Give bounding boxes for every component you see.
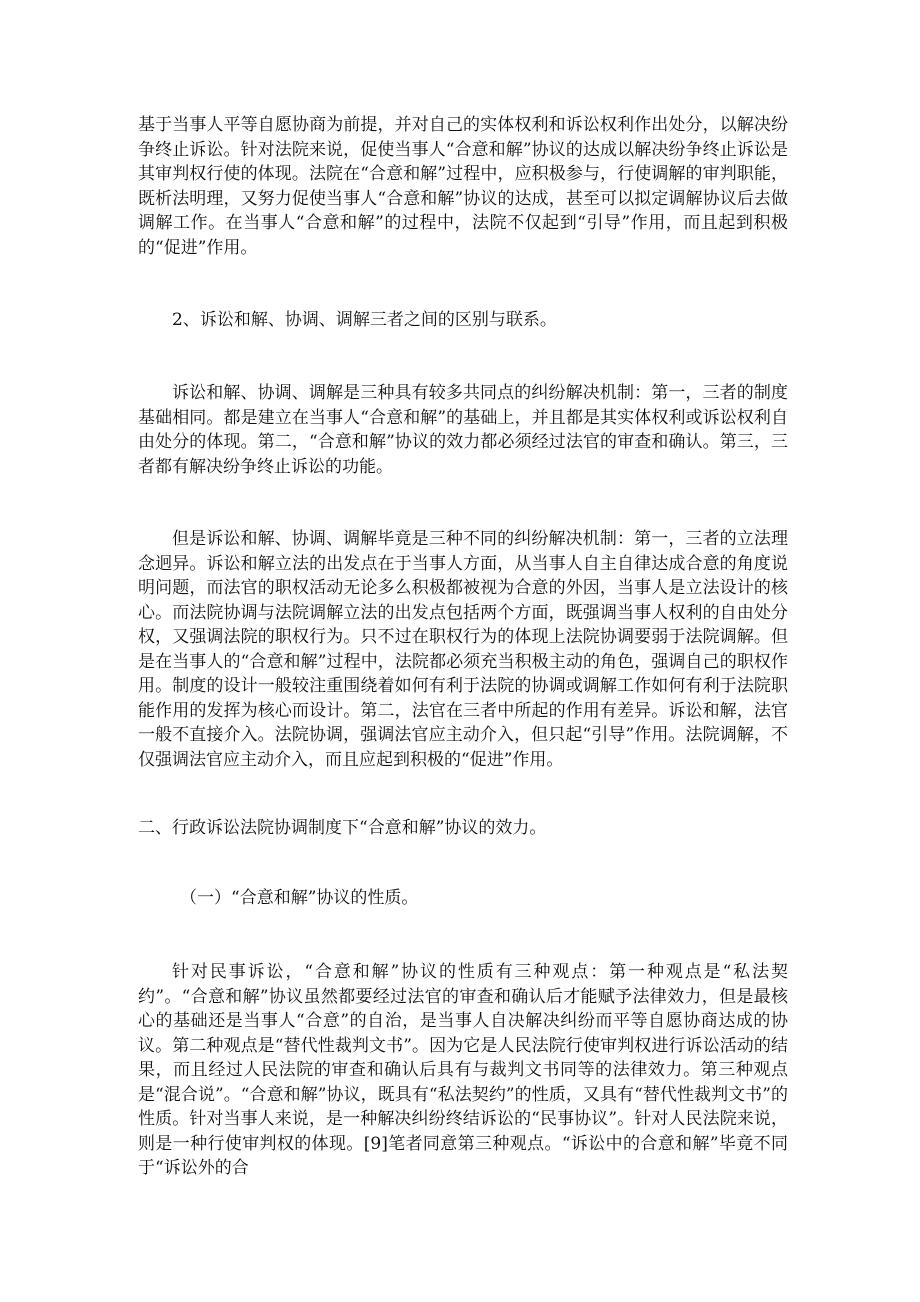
paragraph-differences: 但是诉讼和解、协调、调解毕竟是三种不同的纠纷解决机制：第一，三者的立法理念迥异。诉讼和解立法的出发点在于当事人方面，从当事人自主自律达成合意的角度说明问题，而法官的职权活动无论多么积极都被视为合意的外因，当事人是立法设计的核心。而法院协调与法院调解立法的出发点包括两个方面，既强调当事人权利的自由处分权，又强调法院的职权行为。只不过在职权行为的体现上法院协调要弱于法院调解。但是在当事人的“合意和解”过程中，法院都必须充当积极主动的角色，强调自己的职权作用。制度的设计一般较注重围绕着如何有利于法院的协调或调解工作如何有利于法院职能作用的发挥为核心而设计。第二，法官在三者中所起的作用有差异。诉讼和解，法官一般不直接介入。法院协调，强调法官应主动介入，但只起“引导”作用。法院调解，不仅强调法官应主动介入，而且应起到积极的“促进”作用。 — [138, 529, 788, 770]
chapter-heading-two: 二、行政诉讼法院协调制度下“合意和解”协议的效力。 — [138, 818, 547, 838]
subsection-heading-one: （一）“合意和解”协议的性质。 — [180, 888, 419, 908]
paragraph-commonalities: 诉讼和解、协调、调解是三种具有较多共同点的纠纷解决机制：第一，三者的制度基础相同。都是建立在当事人“合意和解”的基础上，并且都是其实体权利或诉讼权利自由处分的体现。第二，“合意和解”协议的效力都必须经过法官的审查和确认。第三，三者都有解决纷争终止诉讼的功能。 — [138, 383, 788, 477]
paragraph-nature-views: 针对民事诉讼，“合意和解”协议的性质有三种观点：第一种观点是“私法契约”。“合意和解”协议虽然都要经过法官的审查和确认后才能赋予法律效力，但是最核心的基础还是当事人“合意”的自治，是当事人自决解决纠纷而平等自愿协商达成的协议。第二种观点是“替代性裁判文书”。因为它是人民法院行使审判权进行诉讼活动的结果，而且经过人民法院的审查和确认后具有与裁判文书同等的法律效力。第三种观点是“混合说”。“合意和解”协议，既具有“私法契约”的性质，又具有“替代性裁判文书”的性质。针对当事人来说，是一种解决纠纷终结诉讼的“民事协议”。针对人民法院来说，则是一种行使审判权的体现。[9]笔者同意第三种观点。“诉讼中的合意和解”毕竟不同于“诉讼外的合 — [138, 962, 788, 1178]
section-heading-2: 2、诉讼和解、协调、调解三者之间的区别与联系。 — [172, 310, 557, 330]
paragraph-court-role: 基于当事人平等自愿协商为前提，并对自己的实体权利和诉讼权利作出处分，以解决纷争终止诉讼。针对法院来说，促使当事人“合意和解”协议的达成以解决纷争终止诉讼是其审判权行使的体现。法院在“合意和解”过程中，应积极参与，行使调解的审判职能，既析法明理，又努力促使当事人“合意和解”协议的达成，甚至可以拟定调解协议后去做调解工作。在当事人“合意和解”的过程中，法院不仅起到“引导”作用，而且起到积极的“促进”作用。 — [138, 115, 788, 258]
